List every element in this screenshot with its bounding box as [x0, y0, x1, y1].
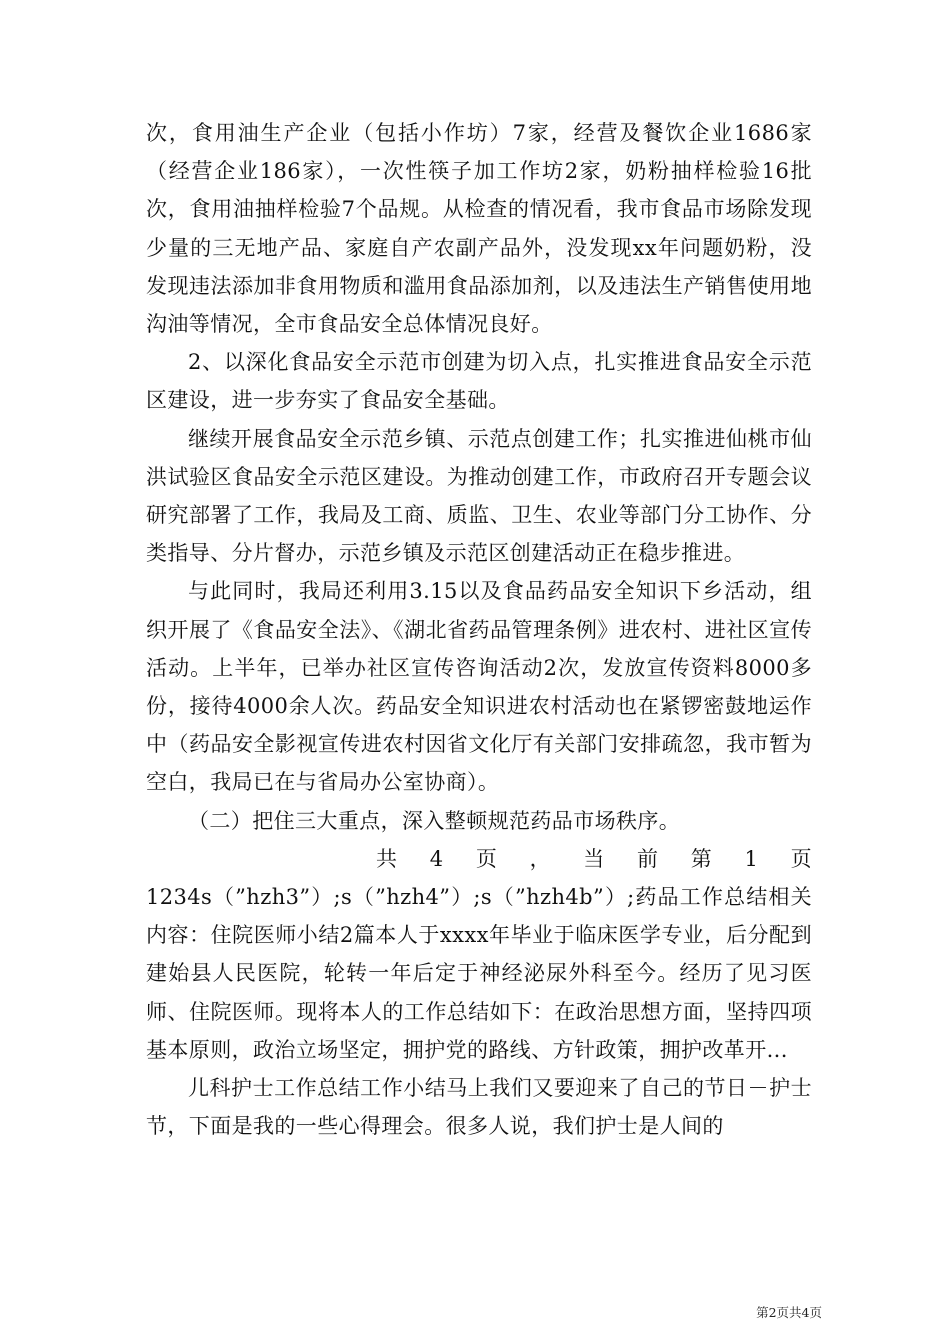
paragraph-related-content: 1234s（”hzh3”）;s（”hzh4”）;s（”hzh4b”）;药品工作总结相关内容：住院医师小结2篇本人于xxxx年毕业于临床医学专业，后分配到建始县人民医院，轮转一年后定于神经泌尿外科至今。经历了见习医师、住院医师。现将本人的工作总结如下：在政治思想方面，坚持四项基本原则，政治立场坚定，拥护党的路线、方针政策，拥护改革开... — [146, 885, 812, 1062]
paragraph-demonstration-city: 2、以深化食品安全示范市创建为切入点，扎实推进食品安全示范区建设，进一步夯实了食品安全基础。 — [146, 350, 812, 413]
page-counter-char: 第 — [690, 846, 713, 871]
page-counter — [146, 840, 812, 878]
paragraph-inspection-results: 次，食用油生产企业（包括小作坊）7家，经营及餐饮企业1686家（经营企业186家），一次性筷子加工作坊2家，奶粉抽样检验16批次，食用油抽样检验7个品规。从检查的情况看，我市食品市场除发现少量的三无地产品、家庭自产农副产品外，没发现xx年问题奶粉，没发现违法添加非食用物质和滥用食品添加剂，以及违法生产销售使用地沟油等情况，全市食品安全总体情况良好。 — [146, 121, 812, 337]
page-counter-char: 页 — [790, 846, 812, 871]
page-counter-char: ， — [529, 846, 551, 871]
page-counter-char: 共 — [376, 846, 398, 871]
page-counter-char: 前 — [637, 846, 659, 871]
page-counter-char: 4 — [429, 846, 444, 871]
page-counter-char: 1 — [744, 846, 759, 871]
section-heading-drug-market: （二）把住三大重点，深入整顿规范药品市场秩序。 — [188, 808, 681, 833]
page-footer: 第2页共4页 — [756, 1305, 822, 1320]
document-body — [146, 114, 812, 1145]
page-counter-char: 当 — [583, 846, 605, 871]
page-counter-char: 页 — [475, 846, 498, 871]
paragraph-demonstration-towns: 继续开展食品安全示范乡镇、示范点创建工作；扎实推进仙桃市仙洪试验区食品安全示范区建设。为推动创建工作，市政府召开专题会议研究部署了工作，我局及工商、质监、卫生、农业等部门分工协作、分类指导、分片督办，示范乡镇及示范区创建活动正在稳步推进。 — [146, 426, 812, 566]
paragraph-publicity-activities: 与此同时，我局还利用3.15以及食品药品安全知识下乡活动，组织开展了《食品安全法》、《湖北省药品管理条例》进农村、进社区宣传活动。上半年，已举办社区宣传咨询活动2次，发放宣传资料8000多份，接待4000余人次。药品安全知识进农村活动也在紧锣密鼓地运作中（药品安全影视宣传进农村因省文化厅有关部门安排疏忽，我市暂为空白，我局已在与省局办公室协商）。 — [146, 579, 812, 795]
paragraph-nurse-summary: 儿科护士工作总结工作小结马上我们又要迎来了自己的节日－护士节，下面是我的一些心得理会。很多人说，我们护士是人间的 — [146, 1076, 812, 1139]
